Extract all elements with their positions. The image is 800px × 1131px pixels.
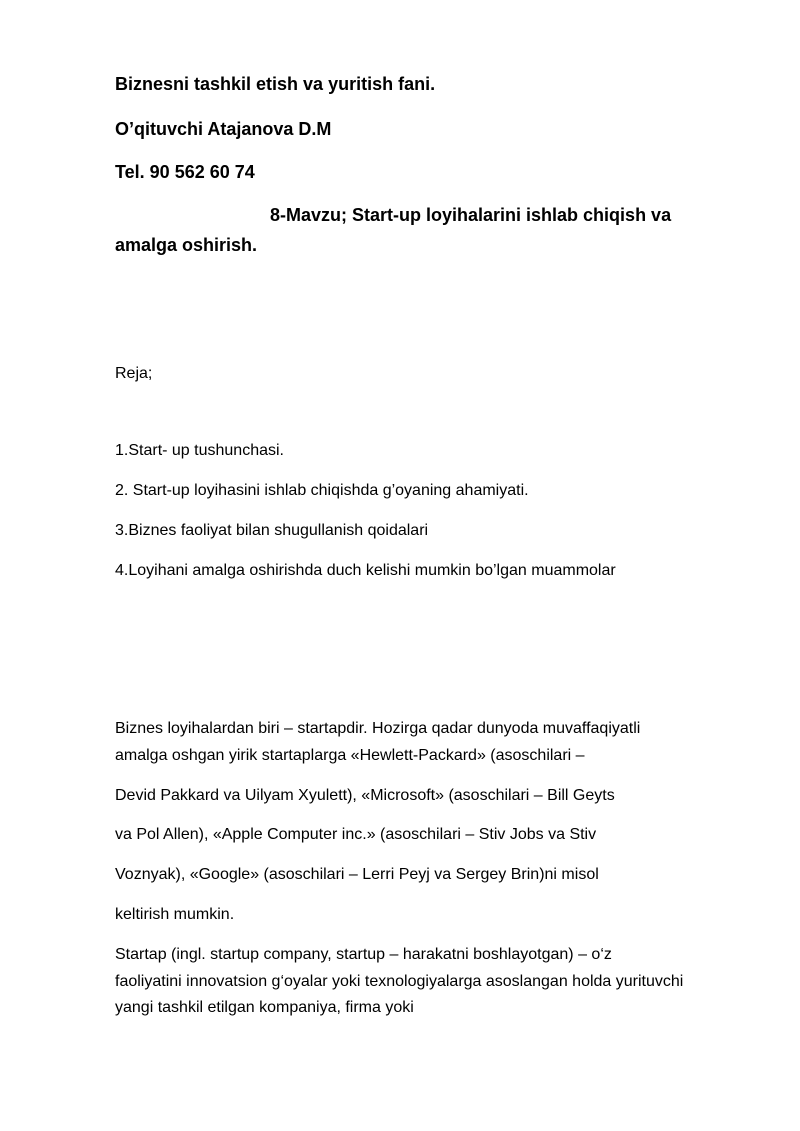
body-line: Devid Pakkard va Uilyam Xyulett), «Microsoft» (asoschilari – Bill Geyts xyxy=(115,787,615,804)
body-line: Biznes loyihalardan biri – startapdir. Hozirga qadar dunyoda muvaffaqiyatli xyxy=(115,720,641,737)
subject-title: Biznesni tashkil etish va yuritish fani. xyxy=(115,74,436,94)
plan-heading: Reja; xyxy=(115,365,153,382)
teacher-name: O’qituvchi Atajanova D.M xyxy=(115,119,332,139)
body-line: yangi tashkil etilgan kompaniya, firma yoki xyxy=(115,999,414,1016)
body-line: Startap (ingl. startup company, startup – harakatni boshlayotgan) – o‘z xyxy=(115,946,612,963)
body-line: faoliyatini innovatsion g‘oyalar yoki texnologiyalarga asoslangan holda yurituvchi xyxy=(115,973,684,990)
phone-number: Tel. 90 562 60 74 xyxy=(115,162,255,182)
body-line: amalga oshgan yirik startaplarga «Hewlett-Packard» (asoschilari – xyxy=(115,747,585,764)
plan-item: 2. Start-up loyihasini ishlab chiqishda g’oyaning ahamiyati. xyxy=(115,482,529,499)
plan-item: 4.Loyihani amalga oshirishda duch kelishi mumkin bo’lgan muammolar xyxy=(115,562,616,579)
body-line: keltirish mumkin. xyxy=(115,906,235,923)
topic-title-line-2: amalga oshirish. xyxy=(115,235,258,255)
topic-title-line-1: 8-Mavzu; Start-up loyihalarini ishlab chiqish va xyxy=(270,205,672,225)
plan-item: 3.Biznes faoliyat bilan shugullanish qoidalari xyxy=(115,522,429,539)
body-line: Voznyak), «Google» (asoschilari – Lerri Peyj va Sergey Brin)ni misol xyxy=(115,866,599,883)
plan-item: 1.Start- up tushunchasi. xyxy=(115,442,284,459)
body-line: va Pol Allen), «Apple Computer inc.» (asoschilari – Stiv Jobs va Stiv xyxy=(115,826,597,843)
